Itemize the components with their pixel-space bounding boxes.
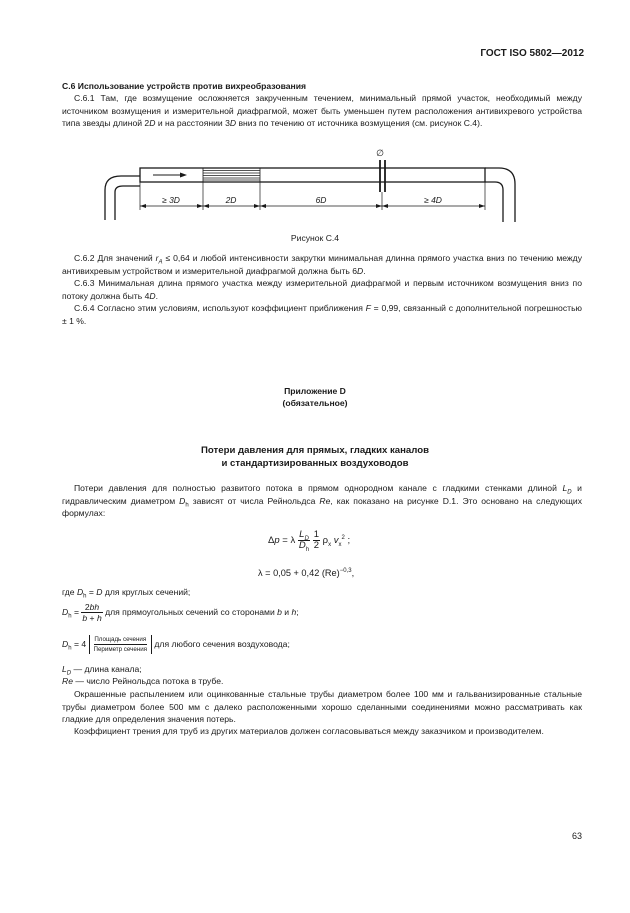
appendix-status: (обязательное) bbox=[282, 398, 348, 408]
appendix-title: Приложение D bbox=[284, 386, 346, 396]
dim-label-4d: ≥ 4D bbox=[424, 195, 442, 205]
paragraph-c6-2: C.6.2 Для значений $r_A \le 0,64$ и любой интенсивности закрутки минимальная длинна прямого участка вниз по течению между антивихревым устройством и измерительной диафрагмой должна быть 6D. bbox=[62, 253, 582, 276]
pressure-loss-formula: Δp = λ $\frac{L_D}{D_h}$ $\frac{1}{2}$ $\rho_x$ $v_x^2$ ; bbox=[268, 529, 351, 553]
dim-label-2d: 2D bbox=[225, 195, 237, 205]
area-label: Площадь сечения bbox=[94, 636, 147, 643]
re-definition: Re — число Рейнольдса потока в трубе. bbox=[62, 676, 224, 686]
any-section-formula: $D_h = 4$ Площадь сечения Периметр сечения для любого сечения воздуховода; bbox=[62, 636, 290, 653]
lambda-exponent: −0,3 bbox=[339, 567, 352, 574]
appendix-heading-line1: Потери давления для прямых, гладких каналов bbox=[201, 445, 429, 456]
lambda-formula: λ = 0,05 + 0,42 $(Re)^{-0,3}$, bbox=[258, 567, 355, 578]
appendix-intro: Потери давления для полностью развитого потока в прямом однородном канале с гладкими стенками длиной $L_D$ и гидравлическим диаметром $D_h$ зависят от числа Рейнольдса Re, как показано на рисунке D.1. Это основано на следующих формулах: bbox=[62, 483, 582, 519]
paragraph-c6-3: C.6.3 Минимальная длина прямого участка между измерительной диафрагмой и первым источником возмущения вниз по потоку должна быть 4D. bbox=[62, 278, 582, 301]
section-c6-title: C.6 Использование устройств против вихреобразования bbox=[62, 81, 307, 91]
anti-swirl-device bbox=[203, 168, 260, 182]
diameter-symbol: ∅ bbox=[376, 148, 384, 158]
paragraph-c6-1: C.6.1 Там, где возмущение осложняется закрученным течением, минимальный прямой участок, необходимый между источником возмущения и измерительной диафрагмой, может быть уменьшен путем расположения антивихревого устройства типа звезды длиной 2D и на расстоянии 3D вниз по течению от источника возмущения (см. рисунок C.4). bbox=[62, 93, 582, 129]
rect-section-formula: $D_h$ = $\frac{2bh}{b + h}$ для прямоугольных сечений со сторонами b и h; bbox=[62, 602, 299, 623]
dim-label-6d: 6D bbox=[315, 195, 327, 205]
dim-label-3d: ≥ 3D bbox=[162, 195, 180, 205]
figure-c4-diagram bbox=[95, 148, 535, 228]
figure-c4-caption: Рисунок C.4 bbox=[290, 233, 340, 243]
ld-definition: $L_D$ — длина канала; bbox=[62, 664, 142, 677]
any-section-text: для любого сечения воздуховода; bbox=[154, 638, 290, 649]
pipe-body bbox=[140, 168, 485, 182]
page-number: 63 bbox=[571, 831, 582, 841]
paragraph-c6-4: C.6.4 Согласно этим условиям, используют коэффициент приближения F = 0,99, связанный с дополнительной погрешностью ± 1 %. bbox=[62, 303, 582, 326]
perimeter-label: Периметр сечения bbox=[93, 646, 148, 653]
standard-header: ГОСТ ISO 5802—2012 bbox=[480, 48, 584, 59]
lambda-formula-text: λ = 0,05 + 0,42 (Re) bbox=[258, 568, 340, 578]
orifice-plate bbox=[380, 160, 385, 192]
area-perimeter-ratio bbox=[89, 635, 153, 654]
paragraph-friction-coefficient: Коэффициент трения для труб из других материалов должен согласовываться между заказчиком и производителем. bbox=[74, 726, 544, 736]
appendix-heading-line2: и стандартизированных воздуховодов bbox=[221, 458, 409, 469]
where-dh-circular: где $D_h = D$ для круглых сечений; bbox=[62, 587, 191, 600]
paragraph-steel-pipes: Окрашенные распылением или оцинкованные стальные трубы диаметром более 100 мм и гальванизированные стальные трубы диаметром более 500 мм с далеко расположенными хорошо сделанными соединениями можно рассматривать как гладкие для определения значения потерь. bbox=[62, 689, 582, 725]
